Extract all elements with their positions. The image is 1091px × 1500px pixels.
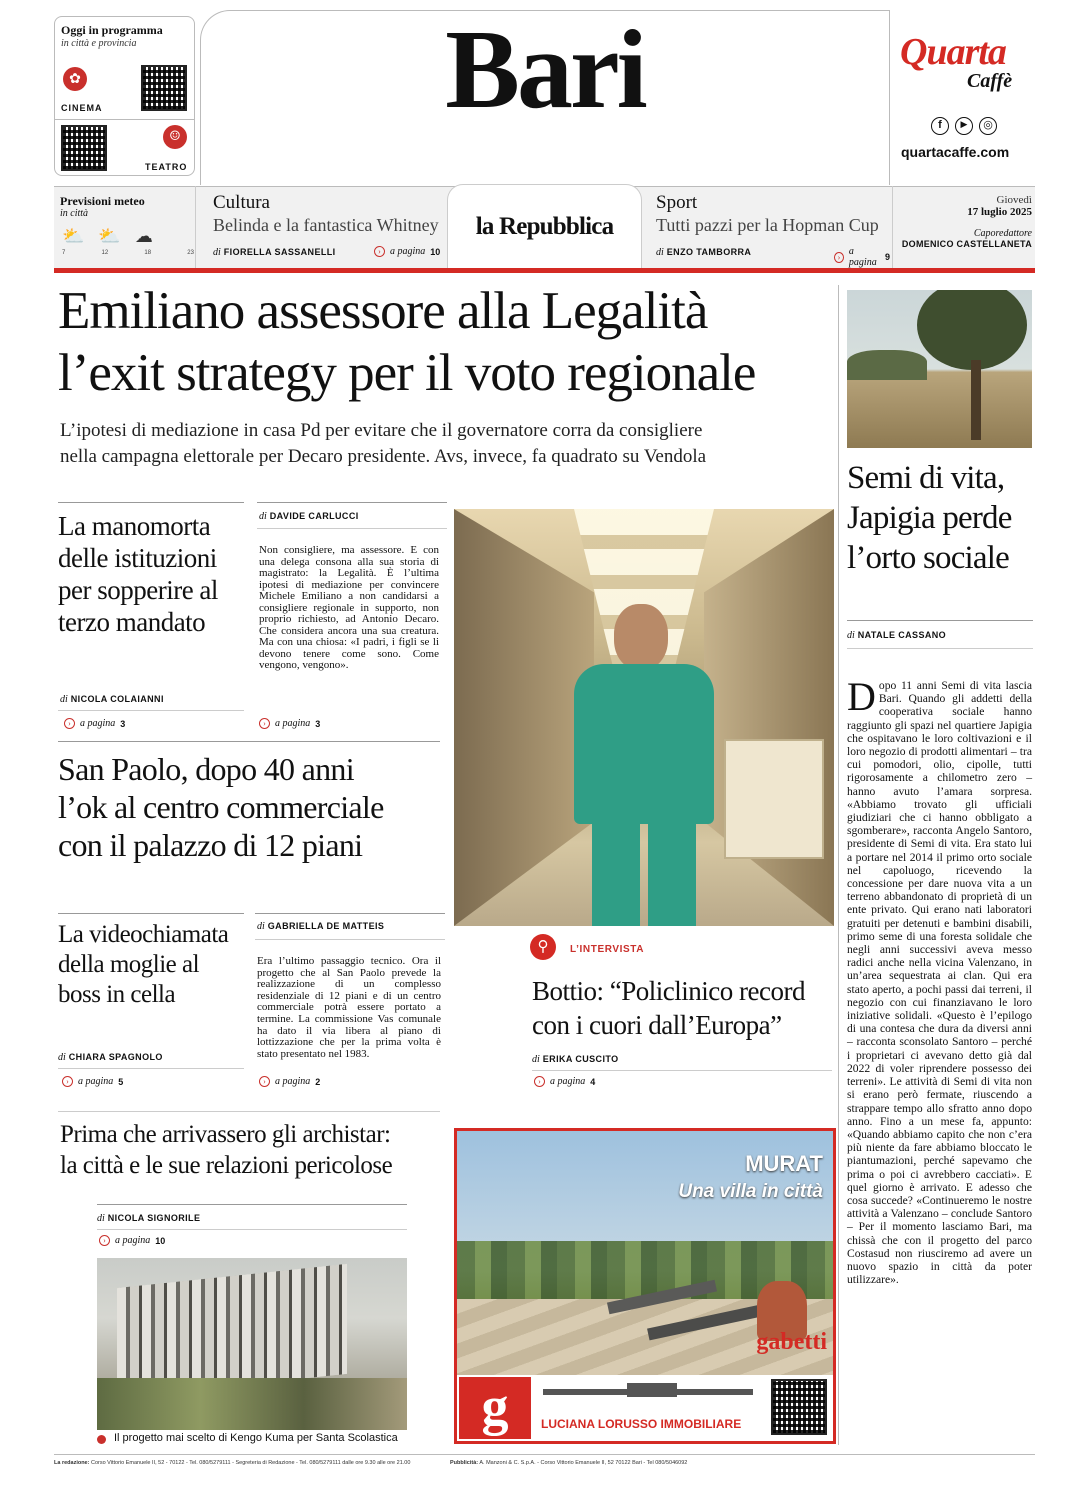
teatro-icon: ☺ — [163, 125, 187, 149]
ad-headline: MURAT — [745, 1151, 823, 1176]
ad-footer-bar — [457, 1375, 836, 1441]
programma-title: Oggi in programma — [61, 23, 163, 37]
semi-text — [847, 674, 1032, 1287]
videochiamata-title[interactable]: La videochiamata della moglie al boss in cella — [58, 921, 229, 1008]
arrow-icon: › — [99, 1235, 110, 1246]
carlucci-text: Non consigliere, ma assessore. E con una delega consona alla sua storia di magistrato: la Legalità. È l’ultima ipotesi di mediazione per convincere Michele Emiliano a non candidarsi a consigliere regionale in supporto, non proprio richiesto, ad Antonio Decaro. Che considera ancora una sua creatura. Ma con una chiosa: «I padri, i figli se li devono tenere come sono. Come vengono, vengono». — [259, 544, 439, 671]
sun-cloud-icon: ⛅ — [62, 226, 85, 247]
meteo-hour: 12 — [101, 250, 109, 256]
byline-di: di — [257, 921, 265, 932]
ad-info-block — [627, 1383, 677, 1397]
sport-section: Sport — [656, 192, 698, 213]
agency-monogram: g — [459, 1377, 531, 1439]
corridor-wall-right — [704, 509, 834, 926]
carlucci-page-link[interactable] — [259, 718, 320, 729]
newspaper-logo: la Repubblica — [475, 213, 614, 240]
page-link-label: a pagina — [550, 1076, 586, 1087]
accent-bar — [54, 268, 1035, 273]
byline-di: di — [60, 694, 68, 705]
section-rule — [58, 913, 244, 914]
section-rule — [97, 1204, 407, 1205]
meteo-hour: 18 — [144, 250, 152, 256]
doctor-head — [614, 604, 668, 670]
semi-photo — [847, 290, 1032, 448]
footer-rule — [54, 1454, 1035, 1455]
instagram-icon[interactable]: ◎ — [979, 117, 997, 135]
ad-qr-code[interactable] — [771, 1379, 827, 1435]
page-link-label: a pagina — [275, 718, 311, 729]
garden-foliage — [97, 1378, 407, 1430]
lead-summary — [60, 418, 840, 470]
quarta-caffe-logo-sub: Caffè — [967, 70, 1013, 92]
page-link-label: a pagina — [848, 246, 877, 268]
semi-headline-line: Semi di vita, — [847, 460, 1005, 496]
brand-site-link[interactable]: quartacaffe.com — [901, 144, 1010, 160]
cinema-label: CINEMA — [61, 103, 103, 113]
byline-di: di — [847, 630, 855, 641]
semi-headline[interactable] — [847, 458, 1037, 578]
meteo-icons — [62, 226, 153, 247]
sport-byline — [656, 247, 751, 258]
sport-page-link[interactable] — [834, 246, 890, 268]
carlucci-byline — [259, 511, 359, 522]
byline-di: di — [259, 511, 267, 522]
semi-body: opo 11 anni Semi di vita lascia Bari. Quando gli addetti della cooperativa sociale hanno raggiunto gli spazi nel quartiere Japigia che ospitavano le loro coltivazioni e il loro negozio di prodotti alimentari – tra cui pomodori, olio, cipolle, tutti rigorosamente a chilometro zero – hanno avuto l’amara sorpresa. «Abbiamo trovato gli ufficiali giudiziari che ci hanno obbligato a sgomberare», racconta Angelo Santoro, presidente di Semi di vita. Era stato lui a portare nel 2014 il primo orto sociale nel capoluogo, ricevendo la concessione per dare nuova vita a un terreno abbandonato di proprietà di un ente privato. Qui erano nati laboratori gratuiti per detenuti e bambini disabili, primo seme di una foresta solidale che negli anni successivi aveva messo radici anche nella vicina Valenzano, in un’area sequestrata ai clan. Qui era stato aperto, a pochi passi dai terreni, il negozio con cui finanziavano le loro iniziative solidali. «Questo è l’epilogo di una contesa che dura da diversi anni – racconta sconsolato Santoro – perché i proprietari ci avevano detto già dal 2022 di voler riprendere possesso dei terreni». Le attività di Semi di vita non si erano però fermate, riuscendo a strappare tempo allo sfratto anno dopo anno. Fino a un mese fa, appunto: «Quando abbiamo capito che non c’era più niente da fare abbiamo bloccato le piantumazioni, perché sapevamo che prima o poi ci avrebbero cacciati». E quel giorno è arrivato. E adesso che cosa succede? «Continueremo le nostre attività a Valenzano – conclude Santoro – Per il momento lasciamo Bari, ma chissà che con il progetto del parco Costasud non riusciremo ad avere un nuovo spazio in città da poter utilizzare». — [847, 679, 1032, 1287]
footer-redazione — [54, 1460, 474, 1466]
editor-name: DOMENICO CASTELLANETA — [901, 239, 1032, 249]
page-number: 3 — [120, 718, 126, 729]
section-rule — [847, 620, 1033, 621]
tree-trunk — [971, 360, 981, 440]
semi-author: NATALE CASSANO — [857, 630, 947, 640]
lead-summary-line: L’ipotesi di mediazione in casa Pd per evitare che il governatore corra da consigliere — [60, 420, 703, 441]
manomorta-author: NICOLA COLAIANNI — [70, 694, 164, 704]
programma-box — [54, 16, 195, 176]
semi-byline — [847, 630, 946, 641]
social-icons — [931, 117, 997, 135]
archistar-headline[interactable] — [60, 1119, 445, 1181]
arrow-icon: › — [374, 246, 385, 257]
cultura-author: FIORELLA SASSANELLI — [223, 247, 336, 257]
doctor-scrubs — [574, 664, 714, 824]
sanpaolo-headline-line: San Paolo, dopo 40 anni — [58, 751, 354, 787]
repubblica-tab — [447, 184, 642, 272]
issue-date: 17 luglio 2025 — [967, 206, 1032, 218]
byline-di: di — [58, 1052, 66, 1063]
archistar-page-link[interactable] — [99, 1235, 165, 1246]
cultura-section: Cultura — [213, 192, 270, 213]
interview-kicker: L’INTERVISTA — [570, 944, 645, 955]
lead-headline[interactable] — [58, 280, 843, 404]
section-rule — [257, 502, 447, 503]
page-link-label: a pagina — [115, 1235, 151, 1246]
semi-headline-line: l’orto sociale — [847, 540, 1009, 576]
agency-name: LUCIANA LORUSSO IMMOBILIARE — [541, 1417, 742, 1431]
brand-box — [895, 16, 1035, 176]
section-rule — [97, 1229, 407, 1230]
meteo-subtitle: in città — [60, 208, 89, 219]
section-rule — [255, 913, 445, 914]
interview-headline[interactable] — [532, 974, 832, 1042]
interview-author: ERIKA CUSCITO — [542, 1054, 619, 1064]
sport-teaser[interactable] — [646, 186, 890, 268]
lead-headline-line: l’exit strategy per il voto regionale — [58, 344, 756, 402]
pubblicita-text: A. Manzoni & C. S.p.A. - Corso Vittorio Emanuele II, 52 70122 Bari - Tel 080/5046092 — [479, 1460, 688, 1466]
corridor-wall-left — [454, 509, 594, 926]
search-icon: ⚲ — [530, 934, 556, 960]
sun-cloud-icon: ⛅ — [98, 226, 121, 247]
page-number: 2 — [315, 1076, 321, 1087]
arrow-icon: › — [259, 1076, 270, 1087]
sanpaolo-headline-line: con il palazzo di 12 piani — [58, 827, 363, 863]
cinema-qr-code[interactable] — [141, 65, 187, 111]
column-divider — [838, 285, 839, 1445]
interview-headline-line: con i cuori dall’Europa” — [532, 1010, 782, 1040]
page-link-label: a pagina — [80, 718, 116, 729]
semi-dropcap: D — [847, 674, 876, 719]
issue-day: Giovedì — [996, 194, 1032, 206]
lead-headline-line: Emiliano assessore alla Legalità — [58, 282, 708, 340]
footer-pubblicita — [450, 1460, 750, 1466]
carlucci-author: DAVIDE CARLUCCI — [269, 511, 359, 521]
sanpaolo-headline-line: l’ok al centro commerciale — [58, 789, 384, 825]
interview-box — [524, 926, 834, 1096]
archistar-headline-line: la città e le sue relazioni pericolose — [60, 1152, 393, 1179]
editor-role: Caporedattore — [973, 228, 1032, 239]
arrow-icon: › — [534, 1076, 545, 1087]
cinema-icon: ✿ — [63, 67, 87, 91]
manomorta-title[interactable]: La manomorta delle istituzioni per sopperire al terzo mandato — [58, 511, 218, 637]
section-rule — [255, 939, 445, 940]
redazione-label: La redazione: — [54, 1460, 90, 1466]
meteo-hour: 7 — [62, 250, 66, 256]
section-rule — [58, 1068, 244, 1069]
archistar-headline-line: Prima che arrivassero gli archistar: — [60, 1121, 391, 1148]
youtube-icon[interactable]: ▶ — [955, 117, 973, 135]
caption-icon — [97, 1435, 106, 1444]
page-number: 3 — [315, 718, 321, 729]
manomorta-page-link[interactable] — [64, 718, 125, 729]
byline-di: di — [97, 1213, 105, 1224]
cultura-byline — [213, 247, 336, 258]
date-box — [892, 186, 1035, 268]
sport-author: ENZO TAMBORRA — [666, 247, 752, 257]
videochiamata-author: CHIARA SPAGNOLO — [68, 1052, 163, 1062]
sanpaolo-headline[interactable] — [58, 750, 448, 864]
section-rule — [847, 648, 1033, 649]
section-rule — [58, 710, 244, 711]
byline-di: di — [532, 1054, 540, 1065]
policlinico-photo — [454, 509, 834, 926]
meteo-hour: 23 — [187, 250, 194, 256]
dematteis-page-link[interactable] — [259, 1076, 320, 1087]
interview-byline — [532, 1054, 619, 1065]
page-number: 10 — [430, 246, 441, 257]
page-link-label: a pagina — [78, 1076, 114, 1087]
doctor-legs — [592, 814, 696, 926]
byline-di: di — [213, 247, 221, 258]
cultura-page-link[interactable] — [374, 246, 440, 257]
facebook-icon[interactable]: f — [931, 117, 949, 135]
page-link-label: a pagina — [390, 246, 426, 257]
cultura-title: Belinda e la fantastica Whitney — [213, 215, 439, 235]
interview-page-link[interactable] — [534, 1076, 595, 1087]
byline-di: di — [656, 247, 664, 258]
kengo-kuma-caption: Il progetto mai scelto di Kengo Kuma per Santa Scolastica — [114, 1432, 398, 1444]
arrow-icon: › — [62, 1076, 73, 1087]
dematteis-text: Era l’ultimo passaggio tecnico. Ora il progetto che al San Paolo prevede la realizzazione di un complesso residenziale di 12 piani e di un centro commerciale potrà essere portato a termine. La commissione Vas comunale ha dato il via libera al piano di lottizzazione che per la prima volta è stato presentato nel 1983. — [257, 955, 441, 1060]
section-rule — [532, 1070, 832, 1071]
page-number: 10 — [155, 1235, 166, 1246]
page-number: 4 — [590, 1076, 596, 1087]
section-rule — [58, 502, 244, 503]
lead-summary-line: nella campagna elettorale per Decaro presidente. Avs, invece, fa quadrato su Vendola — [60, 446, 707, 467]
arrow-icon: › — [834, 252, 844, 263]
teatro-label: TEATRO — [145, 162, 188, 172]
page-link-label: a pagina — [275, 1076, 311, 1087]
kengo-kuma-photo — [97, 1258, 407, 1430]
murat-ad[interactable] — [454, 1128, 836, 1444]
arrow-icon: › — [64, 718, 75, 729]
redazione-text: Corso Vittorio Emanuele II, 52 - 70122 - Tel. 080/5279111 - Segreteria di Redazione - Tel. 080/5279111 dalle ore 9.30 alle ore 21.00 — [90, 1460, 411, 1466]
archistar-author: NICOLA SIGNORILE — [107, 1213, 201, 1223]
dematteis-author: GABRIELLA DE MATTEIS — [267, 921, 385, 931]
interview-headline-line: Bottio: “Policlinico record — [532, 976, 805, 1006]
videochiamata-page-link[interactable] — [62, 1076, 123, 1087]
meteo-title: Previsioni meteo — [60, 194, 145, 208]
medical-cart — [724, 739, 824, 859]
programma-subtitle: in città e provincia — [61, 38, 137, 49]
cultura-teaser[interactable] — [204, 186, 444, 268]
programma-divider — [55, 119, 194, 120]
teatro-qr-code[interactable] — [61, 125, 107, 171]
arrow-icon: › — [259, 718, 270, 729]
manomorta-byline — [60, 694, 164, 705]
gabetti-logo: gabetti — [756, 1329, 827, 1355]
page-number: 5 — [118, 1076, 124, 1087]
tree-line — [847, 350, 927, 380]
semi-headline-line: Japigia perde — [847, 500, 1012, 536]
archistar-byline — [97, 1213, 200, 1224]
sport-title: Tutti pazzi per la Hopman Cup — [656, 215, 879, 235]
page-number: 9 — [884, 252, 890, 262]
pubblicita-label: Pubblicità: — [450, 1460, 479, 1466]
section-rule — [58, 741, 440, 742]
tree-canopy — [917, 290, 1027, 370]
quarta-caffe-logo: Quarta — [900, 31, 1006, 73]
cloud-icon: ☁ — [134, 226, 153, 247]
section-rule — [257, 528, 447, 529]
city-title: Bari — [445, 8, 645, 132]
videochiamata-byline — [58, 1052, 163, 1063]
dematteis-byline — [257, 921, 384, 932]
meteo-hours — [62, 250, 194, 256]
section-rule — [58, 1111, 440, 1112]
meteo-box — [54, 186, 196, 268]
ad-subheadline: Una villa in città — [678, 1181, 823, 1202]
